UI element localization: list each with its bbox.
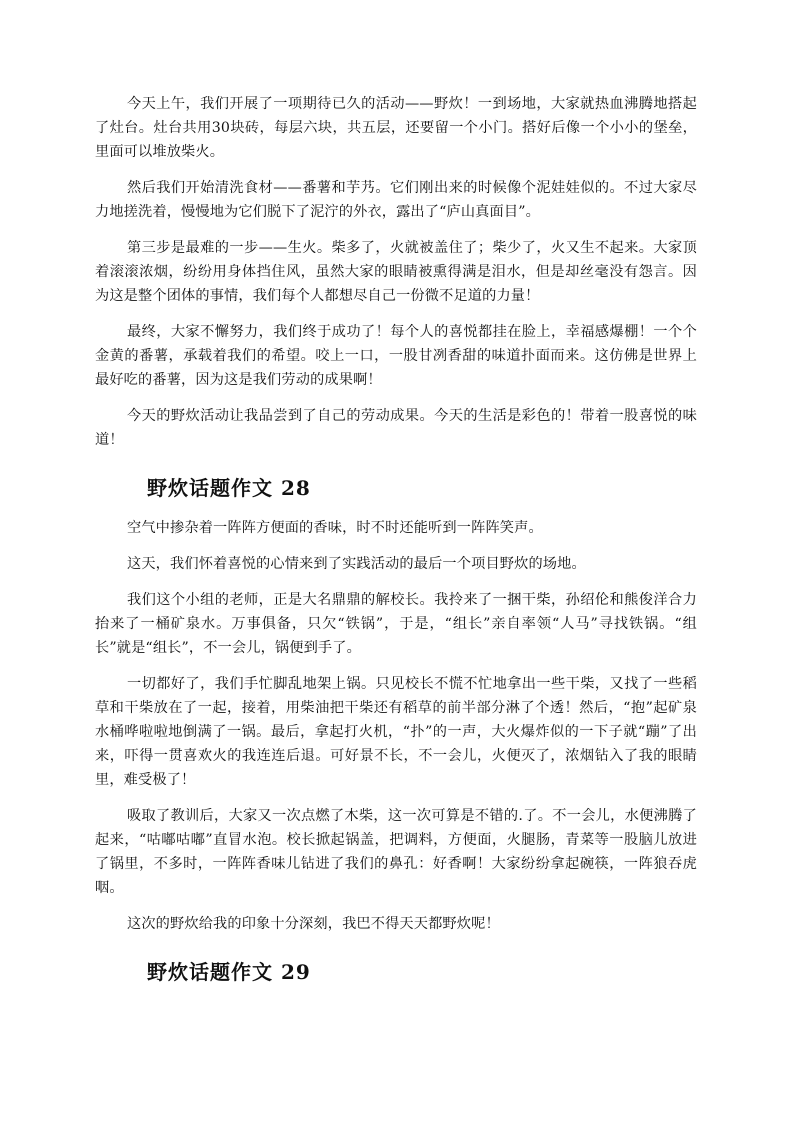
paragraph: 最终，大家不懈努力，我们终于成功了！每个人的喜悦都挂在脸上，幸福感爆棚！一个个金黄的番薯，承载着我们的希望。咬上一口，一股甘冽香甜的味道扑面而来。这仿佛是世界上最好吃的番薯，因为这是我们劳动的成果啊！ [95,324,697,388]
essay-28-section [95,474,697,936]
paragraph: 这次的野炊给我的印象十分深刻，我巴不得天天都野炊呢！ [127,916,500,932]
document-page [95,92,697,1000]
essay-intro-section [95,92,697,452]
paragraph: 这天，我们怀着喜悦的心情来到了实践活动的最后一个项目野炊的场地。 [127,556,586,572]
paragraph: 吸取了教训后，大家又一次点燃了木柴，这一次可算是不错的.了。不一会儿，水便沸腾了起来，“咕嘟咕嘟”直冒水泡。校长掀起锅盖，把调料，方便面，火腿肠，青菜等一股脑儿放进了锅里，不多时，一阵阵香味儿钻进了我们的鼻孔：好香啊！大家纷纷拿起碗筷，一阵狼吞虎咽。 [95,808,697,896]
essay-29-section [95,958,697,986]
paragraph: 今天上午，我们开展了一项期待已久的活动——野炊！一到场地，大家就热血沸腾地搭起了灶台。灶台共用30块砖，每层六块，共五层，还要留一个小门。搭好后像一个小小的堡垒，里面可以堆放柴火。 [95,96,697,160]
paragraph: 第三步是最难的一步——生火。柴多了，火就被盖住了；柴少了，火又生不起来。大家顶着滚滚浓烟，纷纷用身体挡住风，虽然大家的眼睛被熏得满是泪水，但是却丝毫没有怨言。因为这是整个团体的事情，我们每个人都想尽自己一份微不足道的力量！ [95,240,697,304]
paragraph: 我们这个小组的老师，正是大名鼎鼎的解校长。我拎来了一捆干柴，孙绍伦和熊俊洋合力抬来了一桶矿泉水。万事俱备，只欠“铁锅”，于是，“组长”亲自率领“人马”寻找铁锅。“组长”就是“组长”，不一会儿，锅便到手了。 [95,592,697,656]
paragraph: 一切都好了，我们手忙脚乱地架上锅。只见校长不慌不忙地拿出一些干柴，又找了一些稻草和干柴放在了一起，接着，用柴油把干柴还有稻草的前半部分淋了个透！然后，“抱”起矿泉水桶哗啦啦地倒满了一锅。最后，拿起打火机，“扑”的一声，大火爆炸似的一下子就“蹦”了出来，吓得一贯喜欢火的我连连后退。可好景不长，不一会儿，火便灭了，浓烟钻入了我的眼睛里，难受极了！ [95,676,697,788]
essay-28-title: 野炊话题作文 28 [147,476,311,500]
paragraph: 然后我们开始清洗食材——番薯和芋艿。它们刚出来的时候像个泥娃娃似的。不过大家尽力地搓洗着，慢慢地为它们脱下了泥泞的外衣，露出了“庐山真面目”。 [95,180,697,220]
paragraph: 空气中掺杂着一阵阵方便面的香味，时不时还能听到一阵阵笑声。 [127,520,543,536]
essay-29-title: 野炊话题作文 29 [147,960,311,984]
paragraph: 今天的野炊活动让我品尝到了自己的劳动成果。今天的生活是彩色的！带着一股喜悦的味道！ [95,408,697,448]
